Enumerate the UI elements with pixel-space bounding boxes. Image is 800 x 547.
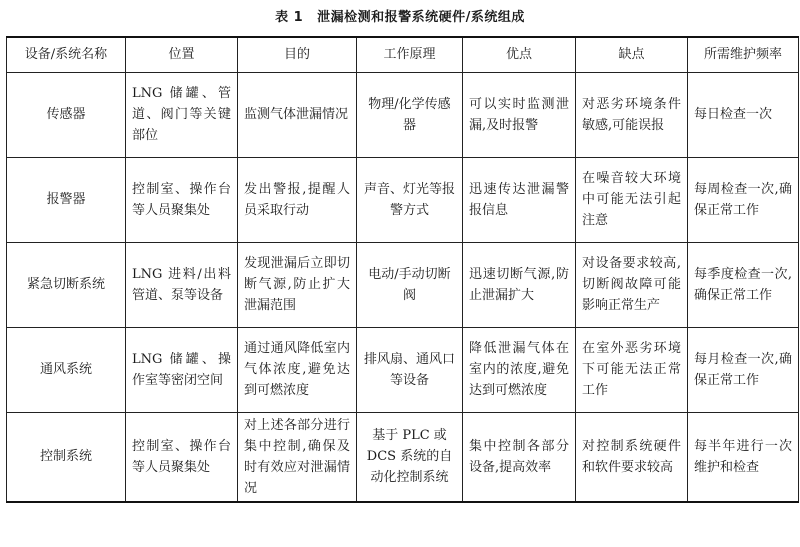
cell-advantages: 迅速传达泄漏警报信息: [463, 157, 576, 242]
table-row: [7, 157, 799, 242]
cell-principle: 声音、灯光等报警方式: [357, 157, 463, 242]
cell-advantages: 集中控制各部分设备,提高效率: [463, 412, 576, 502]
cell-maintenance: 每半年进行一次维护和检查: [688, 412, 799, 502]
header-advantages: 优点: [463, 37, 576, 72]
cell-location: 控制室、操作台等人员聚集处: [126, 412, 238, 502]
table-row: [7, 327, 799, 412]
cell-device-name: 通风系统: [7, 327, 126, 412]
cell-advantages: 降低泄漏气体在室内的浓度,避免达到可燃浓度: [463, 327, 576, 412]
header-device-name: 设备/系统名称: [7, 37, 126, 72]
cell-disadvantages: 在室外恶劣环境下可能无法正常工作: [576, 327, 688, 412]
cell-principle: 电动/手动切断阀: [357, 242, 463, 327]
cell-purpose: 发现泄漏后立即切断气源,防止扩大泄漏范围: [238, 242, 357, 327]
cell-location: LNG 储罐、管道、阀门等关键部位: [126, 72, 238, 157]
cell-principle: 排风扇、通风口等设备: [357, 327, 463, 412]
cell-device-name: 报警器: [7, 157, 126, 242]
header-principle: 工作原理: [357, 37, 463, 72]
table-row: [7, 242, 799, 327]
cell-location: 控制室、操作台等人员聚集处: [126, 157, 238, 242]
cell-maintenance: 每季度检查一次,确保正常工作: [688, 242, 799, 327]
cell-principle: 物理/化学传感器: [357, 72, 463, 157]
header-maintenance: 所需维护频率: [688, 37, 799, 72]
cell-principle: 基于 PLC 或 DCS 系统的自动化控制系统: [357, 412, 463, 502]
cell-maintenance: 每日检查一次: [688, 72, 799, 157]
table-number: 表 1: [275, 10, 304, 25]
cell-advantages: 迅速切断气源,防止泄漏扩大: [463, 242, 576, 327]
cell-device-name: 紧急切断系统: [7, 242, 126, 327]
cell-location: LNG 进料/出料管道、泵等设备: [126, 242, 238, 327]
table-caption: [0, 6, 800, 25]
cell-location: LNG 储罐、操作室等密闭空间: [126, 327, 238, 412]
cell-purpose: 监测气体泄漏情况: [238, 72, 357, 157]
cell-disadvantages: 对恶劣环境条件敏感,可能误报: [576, 72, 688, 157]
cell-maintenance: 每月检查一次,确保正常工作: [688, 327, 799, 412]
cell-device-name: 控制系统: [7, 412, 126, 502]
header-location: 位置: [126, 37, 238, 72]
cell-disadvantages: 在噪音较大环境中可能无法引起注意: [576, 157, 688, 242]
leak-detection-table: [6, 36, 799, 503]
cell-disadvantages: 对设备要求较高,切断阀故障可能影响正常生产: [576, 242, 688, 327]
cell-purpose: 对上述各部分进行集中控制,确保及时有效应对泄漏情况: [238, 412, 357, 502]
table-row: [7, 72, 799, 157]
table-row: [7, 412, 799, 502]
cell-device-name: 传感器: [7, 72, 126, 157]
cell-maintenance: 每周检查一次,确保正常工作: [688, 157, 799, 242]
table-title: 泄漏检测和报警系统硬件/系统组成: [317, 10, 525, 25]
cell-disadvantages: 对控制系统硬件和软件要求较高: [576, 412, 688, 502]
header-row: [7, 37, 799, 72]
cell-purpose: 通过通风降低室内气体浓度,避免达到可燃浓度: [238, 327, 357, 412]
header-purpose: 目的: [238, 37, 357, 72]
cell-purpose: 发出警报,提醒人员采取行动: [238, 157, 357, 242]
header-disadvantages: 缺点: [576, 37, 688, 72]
cell-advantages: 可以实时监测泄漏,及时报警: [463, 72, 576, 157]
